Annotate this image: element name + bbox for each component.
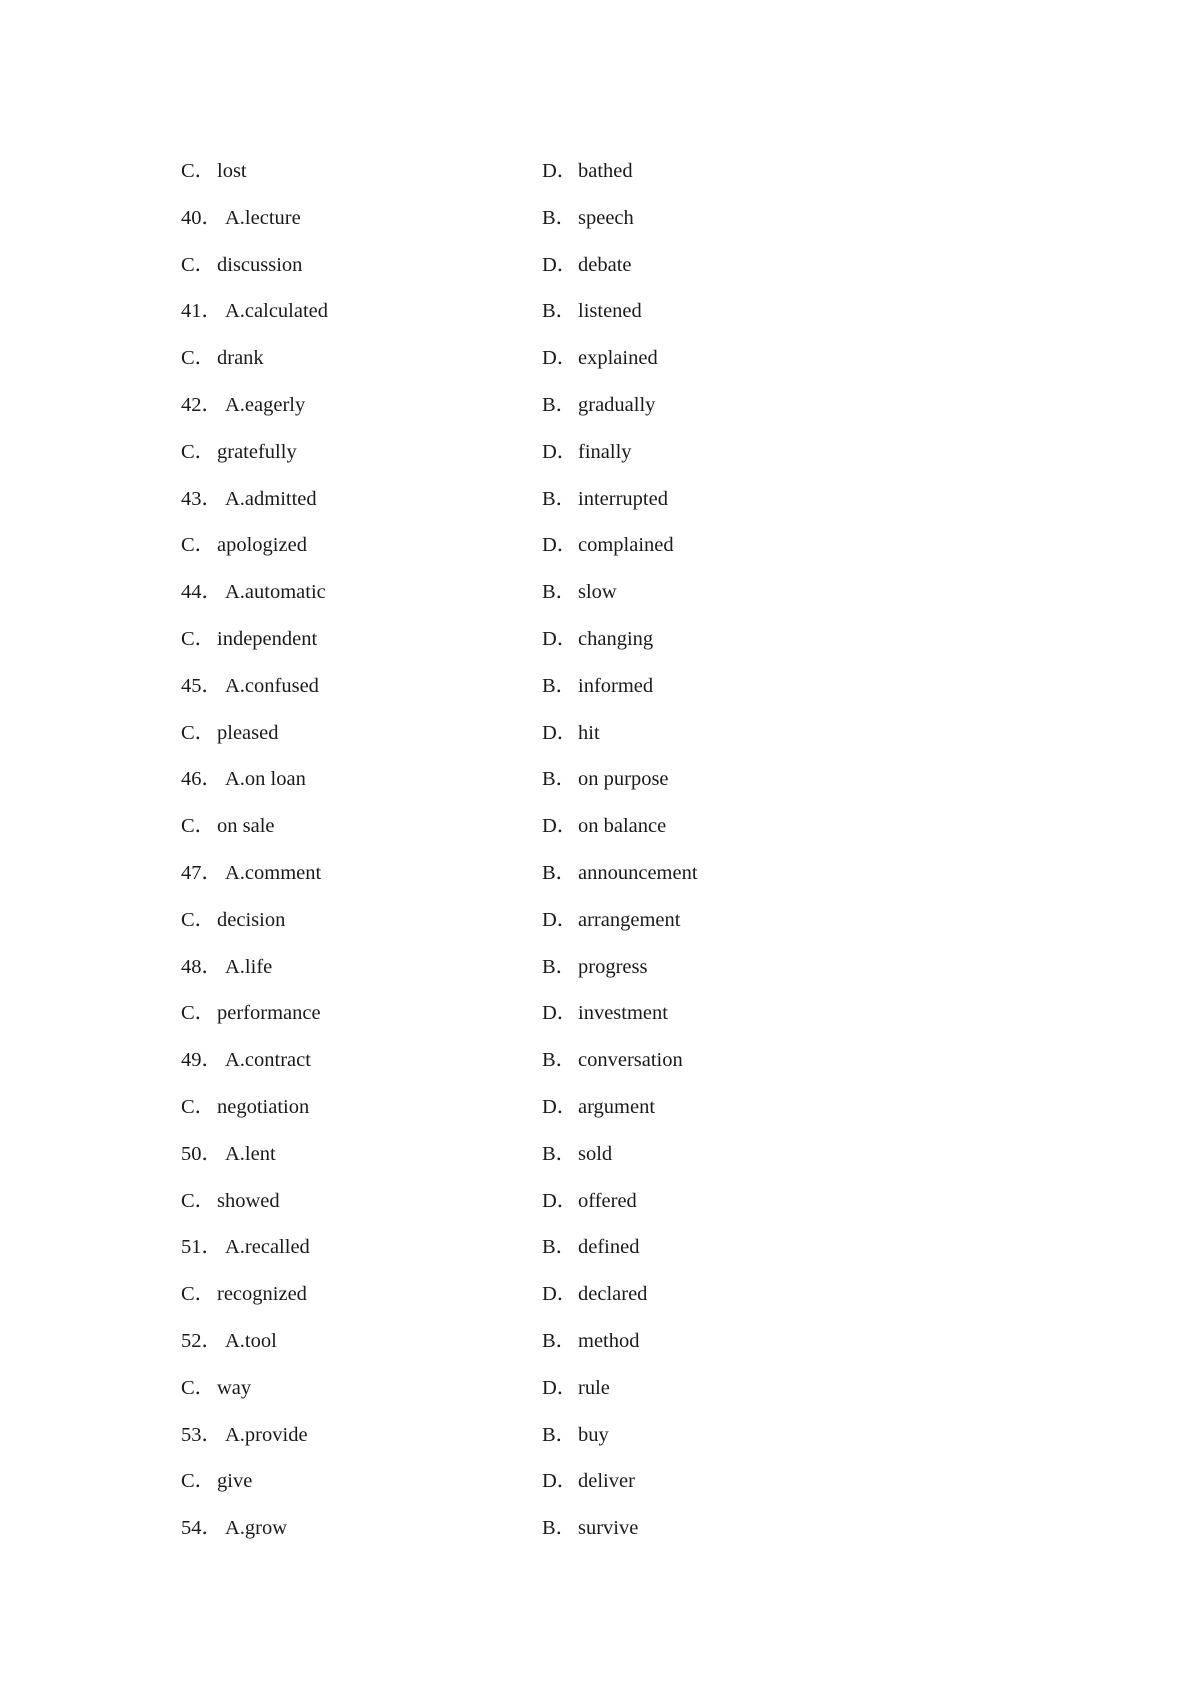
question-number: 49． (181, 1049, 222, 1072)
option-text: A.calculated (225, 300, 329, 323)
question-number: 51． (181, 1236, 222, 1259)
option-left (181, 1002, 321, 1024)
option-right (542, 1517, 638, 1539)
option-left (181, 768, 306, 790)
option-row (181, 1236, 1081, 1283)
option-text: method (578, 1329, 640, 1352)
option-text: A.contract (225, 1049, 311, 1072)
option-row (181, 815, 1081, 862)
option-right (542, 300, 642, 322)
option-row (181, 207, 1081, 254)
option-right (542, 1377, 610, 1399)
option-left (181, 1517, 287, 1539)
option-row (181, 1330, 1081, 1377)
option-letter: C． (181, 1189, 216, 1212)
option-row (181, 1424, 1081, 1471)
option-letter: B． (542, 1236, 577, 1259)
option-left (181, 254, 302, 276)
option-text: survive (578, 1517, 639, 1540)
option-text: A.life (225, 955, 273, 978)
option-letter: D． (542, 253, 578, 276)
option-right (542, 628, 653, 650)
option-text: A.lent (225, 1142, 276, 1165)
option-right (542, 675, 653, 697)
option-right (542, 956, 647, 978)
option-letter: C． (181, 347, 216, 370)
option-text: showed (217, 1189, 280, 1212)
option-letter: D． (542, 815, 578, 838)
option-text: sold (578, 1142, 613, 1165)
option-letter: D． (542, 1376, 578, 1399)
option-letter: D． (542, 908, 578, 931)
option-letter: B． (542, 581, 577, 604)
option-right (542, 254, 632, 276)
option-letter: D． (542, 1002, 578, 1025)
option-letter: C． (181, 721, 216, 744)
option-right (542, 909, 680, 931)
option-row (181, 488, 1081, 535)
option-text: slow (578, 581, 617, 604)
option-text: bathed (578, 160, 633, 182)
option-left (181, 347, 264, 369)
option-text: pleased (217, 721, 279, 744)
option-text: declared (578, 1283, 648, 1306)
option-right (542, 722, 600, 744)
option-row (181, 1283, 1081, 1330)
option-left (181, 160, 247, 182)
option-row (181, 254, 1081, 301)
option-text: finally (578, 440, 632, 463)
option-left (181, 441, 297, 463)
option-letter: C． (181, 1283, 216, 1306)
option-text: announcement (578, 861, 698, 884)
option-right (542, 534, 674, 556)
option-left (181, 1049, 311, 1071)
option-right (542, 1190, 637, 1212)
option-letter: B． (542, 1423, 577, 1446)
option-text: progress (578, 955, 648, 978)
option-left (181, 488, 317, 510)
option-left (181, 300, 328, 322)
option-text: apologized (217, 534, 307, 557)
option-row (181, 1096, 1081, 1143)
option-right (542, 1236, 639, 1258)
option-row (181, 441, 1081, 488)
option-left (181, 207, 301, 229)
option-text: negotiation (217, 1095, 310, 1118)
option-letter: D． (542, 1470, 578, 1493)
question-number: 45． (181, 674, 222, 697)
option-left (181, 1470, 252, 1492)
option-letter: D． (542, 1189, 578, 1212)
option-text: A.automatic (225, 581, 326, 604)
option-text: offered (578, 1189, 637, 1212)
option-text: gradually (578, 393, 656, 416)
question-number: 54． (181, 1517, 222, 1540)
option-row (181, 1377, 1081, 1424)
option-letter: C． (181, 440, 216, 463)
option-right (542, 1470, 635, 1492)
option-letter: D． (542, 1283, 578, 1306)
option-letter: C． (181, 627, 216, 650)
option-left (181, 1424, 308, 1446)
option-left (181, 675, 319, 697)
option-text: A.tool (225, 1329, 277, 1352)
option-letter: D． (542, 440, 578, 463)
question-number: 43． (181, 487, 222, 510)
option-text: changing (578, 627, 654, 650)
option-letter: C． (181, 160, 216, 182)
option-letter: D． (542, 721, 578, 744)
option-right (542, 1096, 655, 1118)
option-row (181, 1517, 1081, 1564)
option-text: lost (217, 160, 247, 182)
option-text: independent (217, 627, 318, 650)
option-text: argument (578, 1095, 656, 1118)
option-letter: D． (542, 160, 578, 182)
option-text: A.comment (225, 861, 322, 884)
option-right (542, 1330, 640, 1352)
option-letter: B． (542, 1329, 577, 1352)
option-text: listened (578, 300, 642, 323)
option-text: deliver (578, 1470, 635, 1493)
option-row (181, 909, 1081, 956)
question-number: 48． (181, 955, 222, 978)
option-left (181, 1096, 309, 1118)
question-number: 44． (181, 581, 222, 604)
question-number: 42． (181, 393, 222, 416)
question-number: 41． (181, 300, 222, 323)
option-text: complained (578, 534, 674, 557)
option-text: A.on loan (225, 768, 306, 791)
option-left (181, 1143, 276, 1165)
option-letter: B． (542, 487, 577, 510)
option-row (181, 722, 1081, 769)
option-text: defined (578, 1236, 640, 1259)
option-left (181, 722, 278, 744)
option-text: rule (578, 1376, 610, 1399)
option-letter: B． (542, 861, 577, 884)
option-row (181, 1190, 1081, 1237)
option-text: discussion (217, 253, 303, 276)
option-row (181, 956, 1081, 1003)
option-left (181, 1236, 310, 1258)
option-row (181, 300, 1081, 347)
option-text: performance (217, 1002, 321, 1025)
option-text: decision (217, 908, 286, 931)
option-row (181, 534, 1081, 581)
option-text: conversation (578, 1049, 683, 1072)
option-row (181, 394, 1081, 441)
option-letter: C． (181, 1376, 216, 1399)
option-right (542, 394, 655, 416)
option-text: A.grow (225, 1517, 288, 1540)
option-text: on purpose (578, 768, 669, 791)
option-text: hit (578, 721, 600, 744)
option-right (542, 347, 658, 369)
option-text: buy (578, 1423, 609, 1446)
option-letter: C． (181, 1095, 216, 1118)
option-letter: C． (181, 1470, 216, 1493)
option-right (542, 160, 633, 182)
option-letter: C． (181, 908, 216, 931)
question-number: 40． (181, 206, 222, 229)
option-row (181, 347, 1081, 394)
option-text: A.admitted (225, 487, 317, 510)
option-right (542, 488, 668, 510)
option-letter: C． (181, 534, 216, 557)
option-right (542, 862, 698, 884)
option-row (181, 862, 1081, 909)
option-row (181, 628, 1081, 675)
option-letter: D． (542, 347, 578, 370)
option-letter: B． (542, 674, 577, 697)
option-row (181, 768, 1081, 815)
option-right (542, 1143, 612, 1165)
option-letter: B． (542, 768, 577, 791)
option-text: A.recalled (225, 1236, 310, 1259)
option-row (181, 160, 1081, 207)
option-text: debate (578, 253, 632, 276)
option-left (181, 581, 326, 603)
question-number: 52． (181, 1329, 222, 1352)
option-letter: C． (181, 1002, 216, 1025)
option-letter: C． (181, 253, 216, 276)
option-letter: B． (542, 393, 577, 416)
option-row (181, 581, 1081, 628)
option-right (542, 207, 634, 229)
question-number: 50． (181, 1142, 222, 1165)
option-letter: D． (542, 627, 578, 650)
question-number: 46． (181, 768, 222, 791)
option-letter: B． (542, 300, 577, 323)
option-text: on sale (217, 815, 275, 838)
option-text: A.lecture (225, 206, 301, 229)
option-left (181, 909, 285, 931)
option-text: on balance (578, 815, 667, 838)
option-right (542, 1049, 683, 1071)
option-left (181, 534, 307, 556)
option-letter: D． (542, 534, 578, 557)
option-text: A.confused (225, 674, 319, 697)
option-text: drank (217, 347, 264, 370)
option-left (181, 1330, 277, 1352)
option-left (181, 1377, 251, 1399)
option-text: way (217, 1376, 252, 1399)
option-text: give (217, 1470, 253, 1493)
option-text: explained (578, 347, 658, 370)
option-text: informed (578, 674, 654, 697)
option-right (542, 1283, 647, 1305)
option-letter: C． (181, 815, 216, 838)
option-row (181, 1470, 1081, 1517)
option-text: interrupted (578, 487, 668, 510)
option-left (181, 394, 305, 416)
option-letter: B． (542, 955, 577, 978)
option-right (542, 815, 666, 837)
option-letter: B． (542, 206, 577, 229)
option-right (542, 581, 617, 603)
option-text: recognized (217, 1283, 307, 1306)
option-right (542, 441, 632, 463)
option-left (181, 628, 317, 650)
question-number: 53． (181, 1423, 222, 1446)
option-text: gratefully (217, 440, 297, 463)
option-text: A.eagerly (225, 393, 306, 416)
option-right (542, 768, 669, 790)
option-left (181, 815, 275, 837)
question-number: 47． (181, 861, 222, 884)
option-letter: B． (542, 1049, 577, 1072)
option-letter: B． (542, 1142, 577, 1165)
option-text: A.provide (225, 1423, 308, 1446)
option-left (181, 956, 272, 978)
option-letter: B． (542, 1517, 577, 1540)
option-letter: D． (542, 1095, 578, 1118)
option-row (181, 1143, 1081, 1190)
option-row (181, 1002, 1081, 1049)
option-text: arrangement (578, 908, 681, 931)
option-left (181, 1190, 280, 1212)
option-text: investment (578, 1002, 668, 1025)
answer-options-list (181, 160, 1081, 1564)
option-left (181, 1283, 307, 1305)
option-right (542, 1002, 668, 1024)
option-row (181, 1049, 1081, 1096)
option-row (181, 675, 1081, 722)
option-left (181, 862, 321, 884)
option-right (542, 1424, 609, 1446)
option-text: speech (578, 206, 634, 229)
